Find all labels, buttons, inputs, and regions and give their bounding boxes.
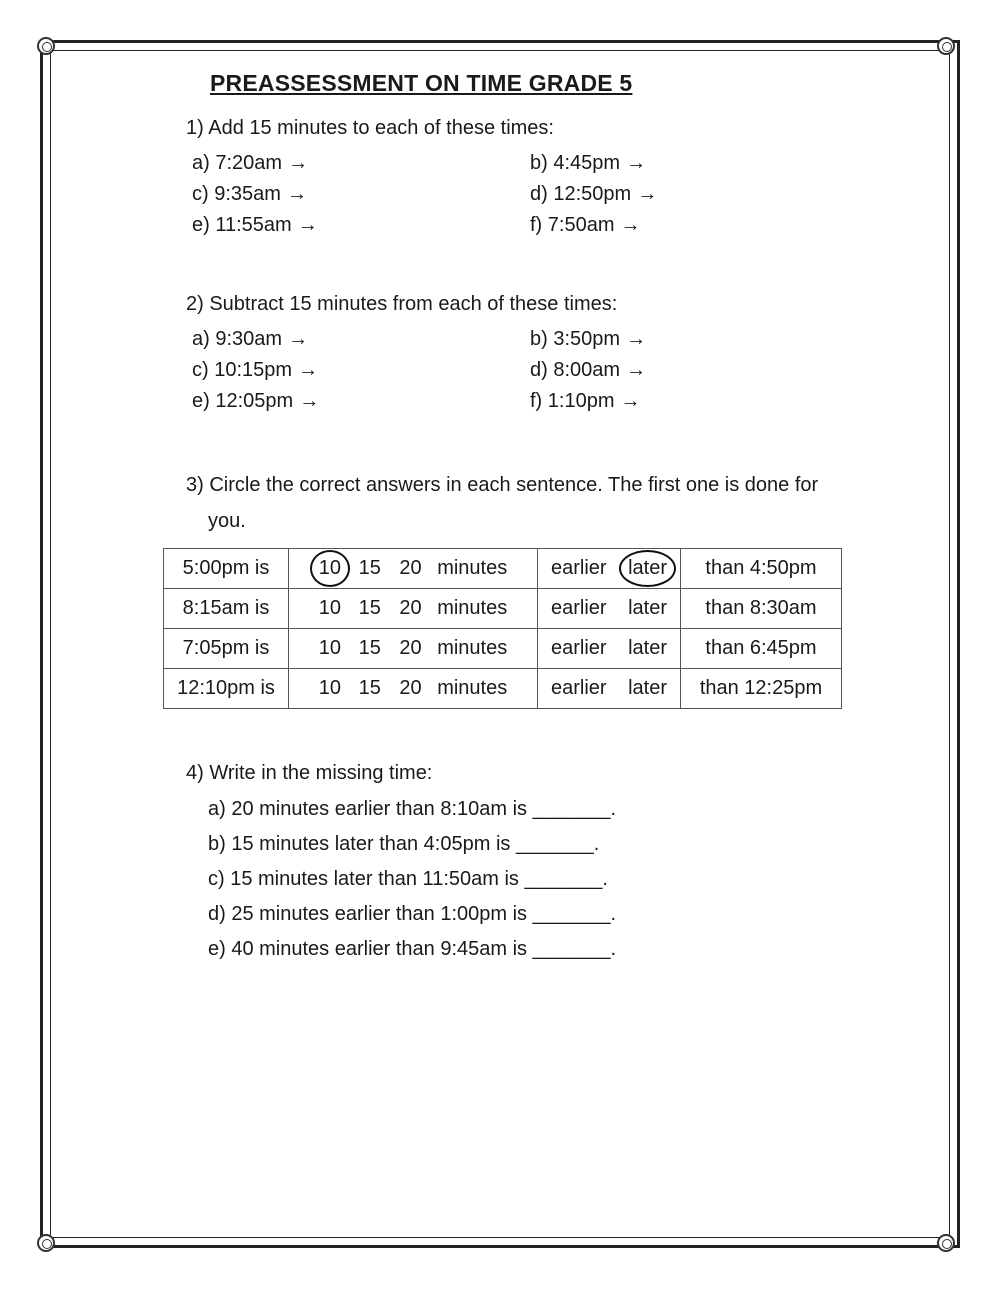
arrow-right-icon: → — [637, 183, 658, 205]
q2-item-b[interactable] — [530, 328, 646, 351]
minutes-word: minutes — [437, 677, 508, 699]
q2-item-a[interactable] — [192, 328, 308, 351]
option-15[interactable]: 15 — [358, 637, 381, 659]
minutes-word: minutes — [437, 597, 508, 619]
table-row — [164, 589, 842, 629]
option-15[interactable]: 15 — [358, 557, 381, 579]
item-label: f) — [530, 390, 543, 412]
q1-heading: 1) Add 15 minutes to each of these times: — [186, 117, 554, 139]
arrow-right-icon: → — [297, 214, 318, 236]
corner-ornament-icon — [37, 1234, 55, 1252]
q4-item-e[interactable]: e) 40 minutes earlier than 9:45am is _______. — [208, 938, 617, 960]
item-time: 3:50pm — [553, 328, 621, 350]
item-label: f) — [530, 214, 543, 236]
row-start-time: 7:05pm is — [164, 629, 289, 669]
item-time: 7:20am — [215, 152, 283, 174]
arrow-right-icon: → — [626, 359, 647, 381]
item-time: 9:35am — [214, 183, 281, 205]
option-20[interactable]: 20 — [399, 637, 422, 659]
option-later[interactable]: later — [628, 597, 668, 619]
q2-item-d[interactable] — [530, 359, 646, 382]
q2-item-e[interactable] — [192, 390, 319, 413]
arrow-right-icon: → — [286, 183, 307, 205]
q2-item-f[interactable] — [530, 390, 641, 413]
direction-options — [538, 549, 681, 589]
option-later[interactable]: later — [628, 637, 668, 659]
minutes-word: minutes — [437, 557, 508, 579]
arrow-right-icon: → — [620, 390, 641, 412]
q4-heading: 4) Write in the missing time: — [186, 762, 433, 784]
arrow-right-icon: → — [298, 359, 319, 381]
arrow-right-icon: → — [626, 328, 647, 350]
option-20[interactable]: 20 — [399, 677, 422, 699]
q4-item-d[interactable]: d) 25 minutes earlier than 1:00pm is _______. — [208, 903, 617, 925]
item-label: c) — [192, 359, 209, 381]
option-15[interactable]: 15 — [358, 597, 381, 619]
row-than-time: than 12:25pm — [681, 669, 842, 709]
item-label: b) — [530, 328, 548, 350]
item-label: c) — [192, 183, 209, 205]
item-time: 7:50am — [547, 214, 615, 236]
q4-item-b[interactable]: b) 15 minutes later than 4:05pm is _______. — [208, 833, 600, 855]
table-row — [164, 549, 842, 589]
q1-item-b[interactable] — [530, 152, 646, 175]
item-label: a) — [192, 152, 210, 174]
row-start-time: 12:10pm is — [164, 669, 289, 709]
q1-item-d[interactable] — [530, 183, 657, 206]
arrow-right-icon: → — [288, 328, 309, 350]
option-20[interactable]: 20 — [399, 557, 422, 579]
option-10-circled[interactable]: 10 — [318, 557, 342, 579]
row-start-time: 5:00pm is — [164, 549, 289, 589]
q1-item-c[interactable] — [192, 183, 307, 206]
item-time: 4:45pm — [553, 152, 621, 174]
item-label: d) — [530, 183, 548, 205]
item-time: 9:30am — [215, 328, 283, 350]
option-earlier[interactable]: earlier — [550, 557, 607, 579]
row-start-time: 8:15am is — [164, 589, 289, 629]
arrow-right-icon: → — [299, 390, 320, 412]
option-earlier[interactable]: earlier — [550, 597, 607, 619]
row-than-time: than 6:45pm — [681, 629, 842, 669]
minutes-word: minutes — [437, 637, 508, 659]
item-label: e) — [192, 214, 210, 236]
direction-options — [538, 589, 681, 629]
minutes-options — [289, 589, 538, 629]
q3-heading-line: you. — [208, 510, 246, 532]
q2-heading: 2) Subtract 15 minutes from each of these times: — [186, 293, 618, 315]
option-20[interactable]: 20 — [399, 597, 422, 619]
item-label: b) — [530, 152, 548, 174]
item-time: 8:00am — [553, 359, 621, 381]
item-label: a) — [192, 328, 210, 350]
option-later[interactable]: later — [628, 677, 668, 699]
item-label: e) — [192, 390, 210, 412]
q2-item-c[interactable] — [192, 359, 318, 382]
q1-item-a[interactable] — [192, 152, 308, 175]
table-row — [164, 669, 842, 709]
option-15[interactable]: 15 — [358, 677, 381, 699]
row-than-time: than 8:30am — [681, 589, 842, 629]
minutes-options — [289, 629, 538, 669]
q1-item-e[interactable] — [192, 214, 318, 237]
q3-answer-table — [163, 548, 842, 709]
item-time: 11:55am — [215, 214, 292, 236]
direction-options — [538, 629, 681, 669]
row-than-time: than 4:50pm — [681, 549, 842, 589]
corner-ornament-icon — [37, 37, 55, 55]
table-row — [164, 629, 842, 669]
q1-item-f[interactable] — [530, 214, 641, 237]
option-10[interactable]: 10 — [318, 677, 342, 699]
item-time: 10:15pm — [214, 359, 293, 381]
option-10[interactable]: 10 — [318, 637, 342, 659]
q4-item-a[interactable]: a) 20 minutes earlier than 8:10am is _______. — [208, 798, 617, 820]
q3-heading — [186, 467, 846, 539]
corner-ornament-icon — [937, 37, 955, 55]
page-title: PREASSESSMENT ON TIME GRADE 5 — [210, 70, 633, 96]
minutes-options — [289, 549, 538, 589]
arrow-right-icon: → — [620, 214, 641, 236]
direction-options — [538, 669, 681, 709]
item-label: d) — [530, 359, 548, 381]
corner-ornament-icon — [937, 1234, 955, 1252]
option-later-circled[interactable]: later — [628, 557, 668, 579]
item-time: 1:10pm — [547, 390, 615, 412]
minutes-options — [289, 669, 538, 709]
q3-heading-line: 3) Circle the correct answers in each sentence. The first one is done for — [186, 474, 819, 496]
option-earlier[interactable]: earlier — [550, 677, 607, 699]
q4-item-c[interactable]: c) 15 minutes later than 11:50am is _______. — [208, 868, 608, 890]
item-time: 12:50pm — [553, 183, 632, 205]
option-10[interactable]: 10 — [318, 597, 342, 619]
item-time: 12:05pm — [215, 390, 294, 412]
arrow-right-icon: → — [626, 152, 647, 174]
option-earlier[interactable]: earlier — [550, 637, 607, 659]
arrow-right-icon: → — [288, 152, 309, 174]
